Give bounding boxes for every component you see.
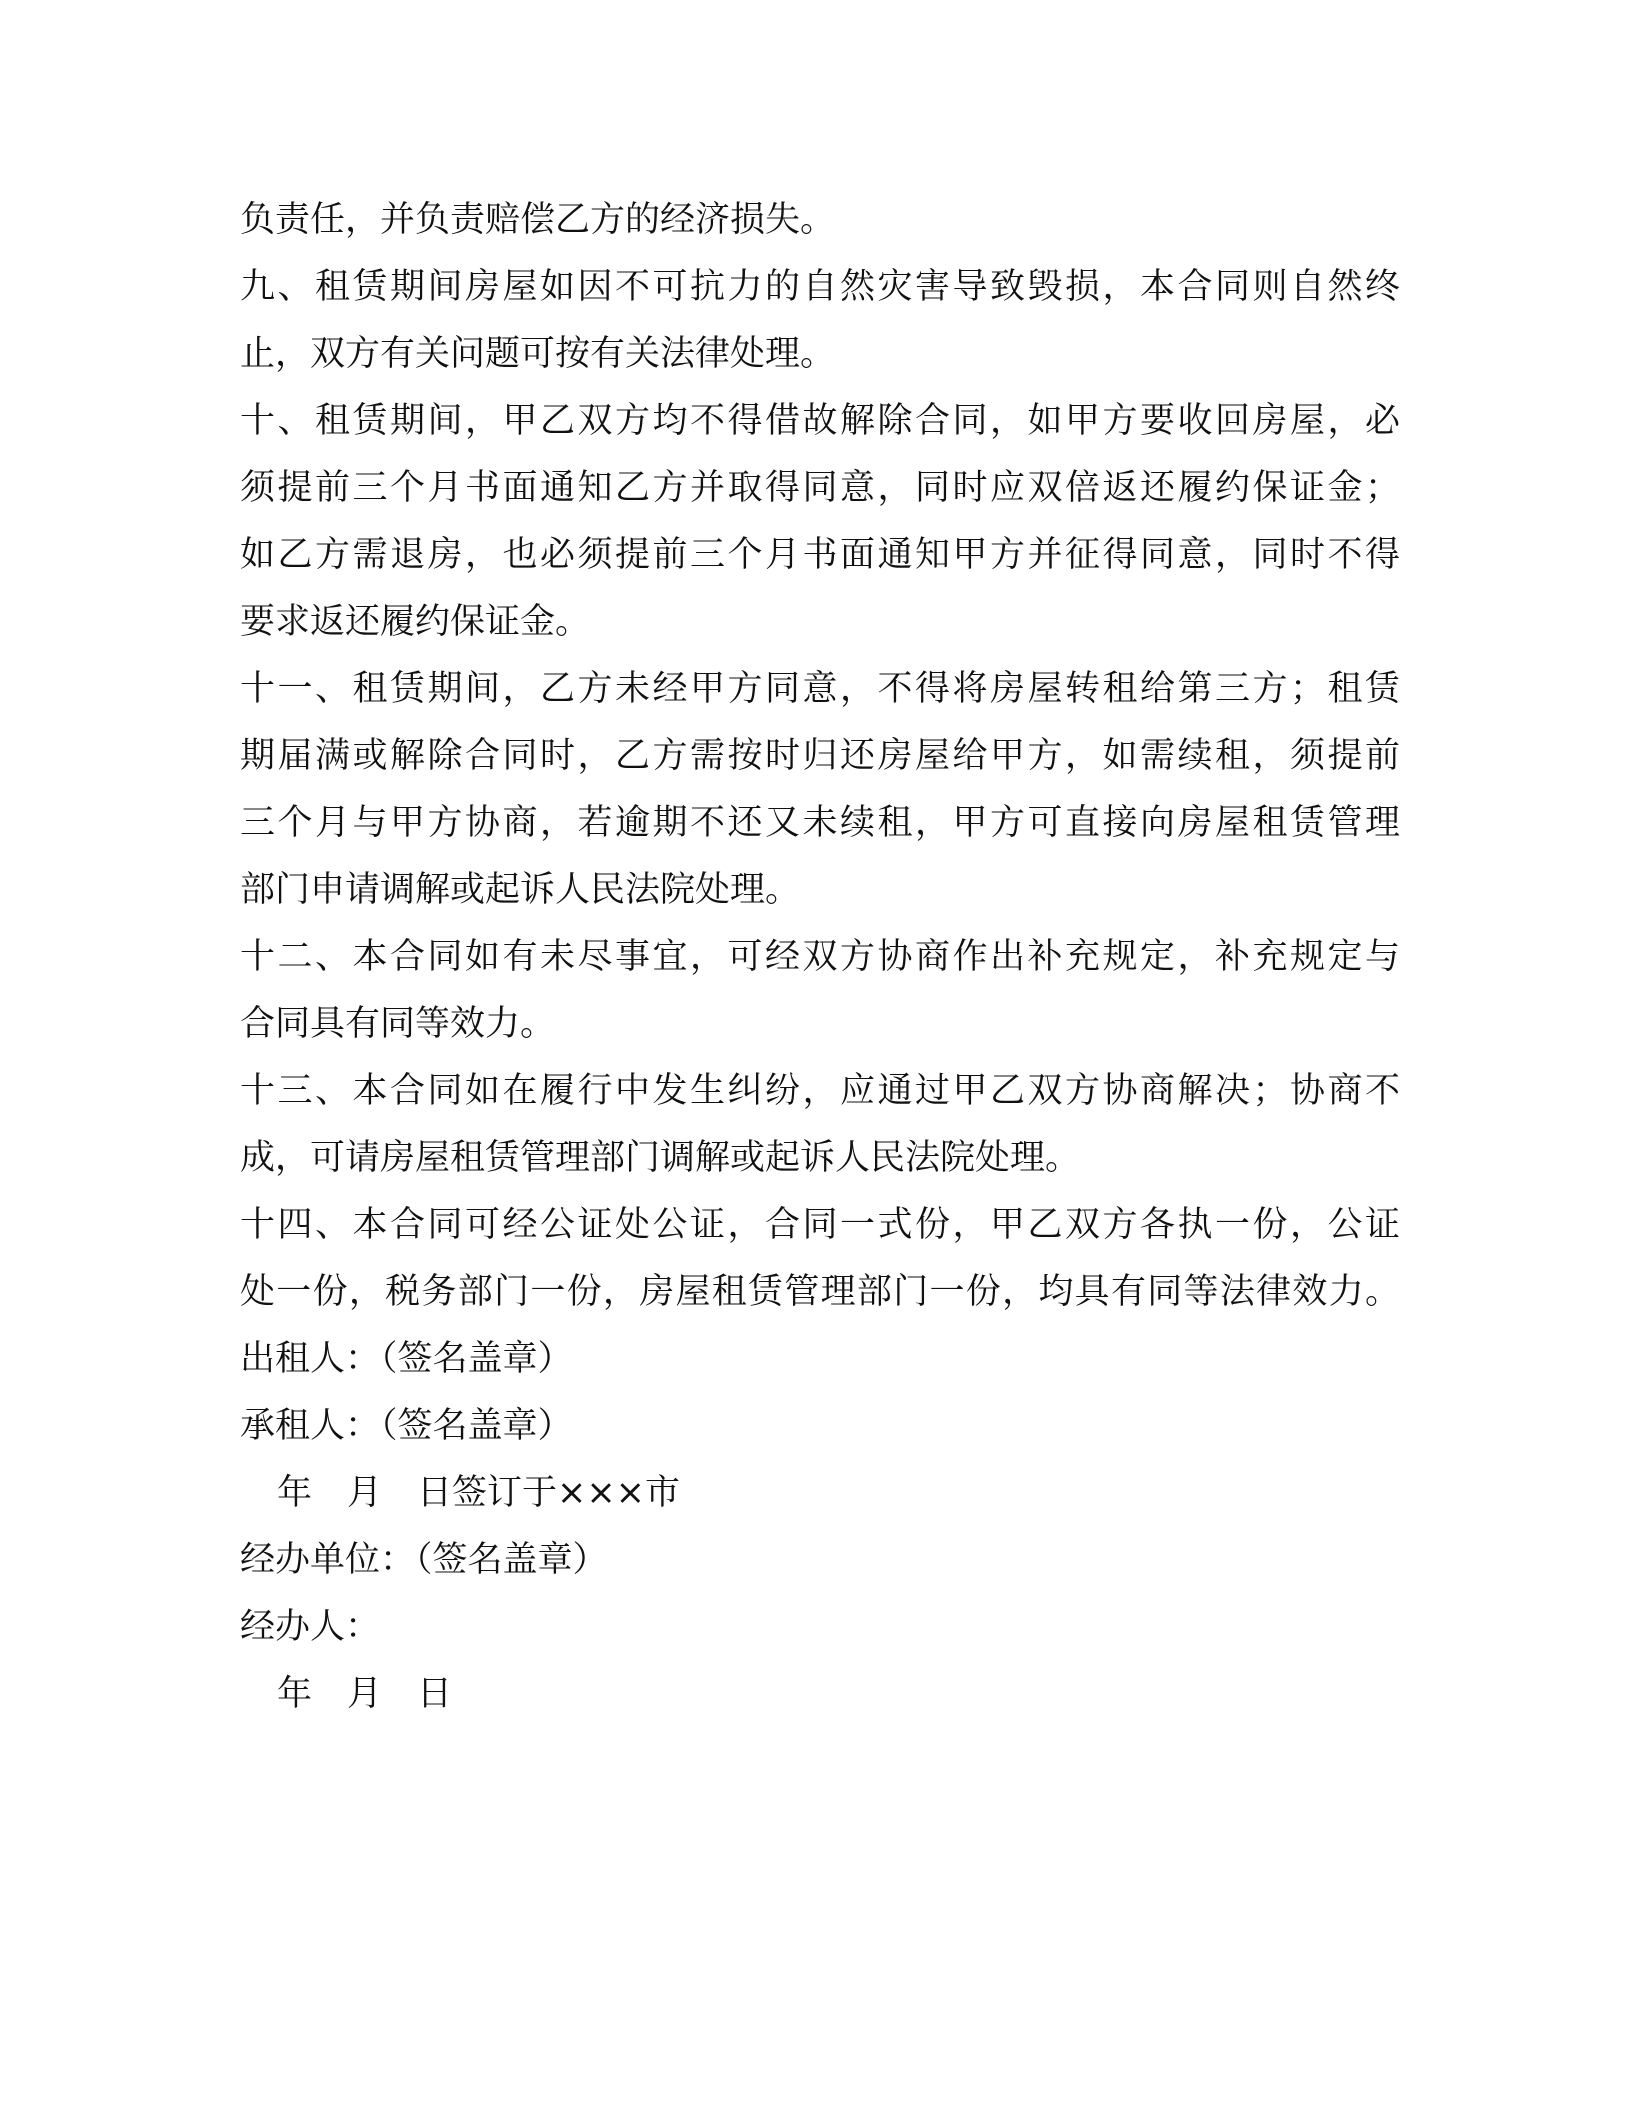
text-line: 部门申请调解或起诉人民法院处理。 bbox=[240, 870, 801, 910]
text-line: 合同具有同等效力。 bbox=[240, 1004, 556, 1044]
text-line: 须提前三个月书面通知乙方并取得同意，同时应双倍返还履约保证金； bbox=[240, 468, 1400, 508]
text-line: 要求返还履约保证金。 bbox=[240, 602, 591, 642]
handling-unit-signature-line: 经办单位：（签名盖章） bbox=[240, 1540, 608, 1580]
text-line: 十一、租赁期间，乙方未经甲方同意，不得将房屋转租给第三方；租赁 bbox=[240, 669, 1400, 709]
contract-text bbox=[240, 187, 1400, 1728]
text-line: 十二、本合同如有未尽事宜，可经双方协商作出补充规定，补充规定与 bbox=[240, 937, 1400, 977]
text-line: 十、租赁期间，甲乙双方均不得借故解除合同，如甲方要收回房屋，必 bbox=[240, 401, 1400, 441]
text-line: 成，可请房屋租赁管理部门调解或起诉人民法院处理。 bbox=[240, 1138, 1081, 1178]
text-line: 三个月与甲方协商，若逾期不还又未续租，甲方可直接向房屋租赁管理 bbox=[240, 803, 1400, 843]
lessor-signature-line: 出租人：（签名盖章） bbox=[240, 1339, 573, 1379]
handler-signature-line: 经办人： bbox=[240, 1607, 381, 1647]
text-line: 处一份，税务部门一份，房屋租赁管理部门一份，均具有同等法律效力。 bbox=[240, 1272, 1400, 1312]
text-line: 负责任，并负责赔偿乙方的经济损失。 bbox=[240, 200, 836, 240]
text-line: 十三、本合同如在履行中发生纠纷，应通过甲乙双方协商解决；协商不 bbox=[240, 1071, 1400, 1111]
text-line: 止，双方有关问题可按有关法律处理。 bbox=[240, 334, 836, 374]
text-line: 如乙方需退房，也必须提前三个月书面通知甲方并征得同意，同时不得 bbox=[240, 535, 1400, 575]
lessee-signature-line: 承租人：（签名盖章） bbox=[240, 1406, 573, 1446]
text-line: 期届满或解除合同时，乙方需按时归还房屋给甲方，如需续租，须提前 bbox=[240, 736, 1400, 776]
text-line: 九、租赁期间房屋如因不可抗力的自然灾害导致毁损，本合同则自然终 bbox=[240, 267, 1400, 307]
signing-date-place-line: 年 月 日签订于×××市 bbox=[277, 1473, 680, 1513]
handler-date-line: 年 月 日 bbox=[277, 1674, 453, 1714]
text-line: 十四、本合同可经公证处公证，合同一式份，甲乙双方各执一份，公证 bbox=[240, 1205, 1400, 1245]
